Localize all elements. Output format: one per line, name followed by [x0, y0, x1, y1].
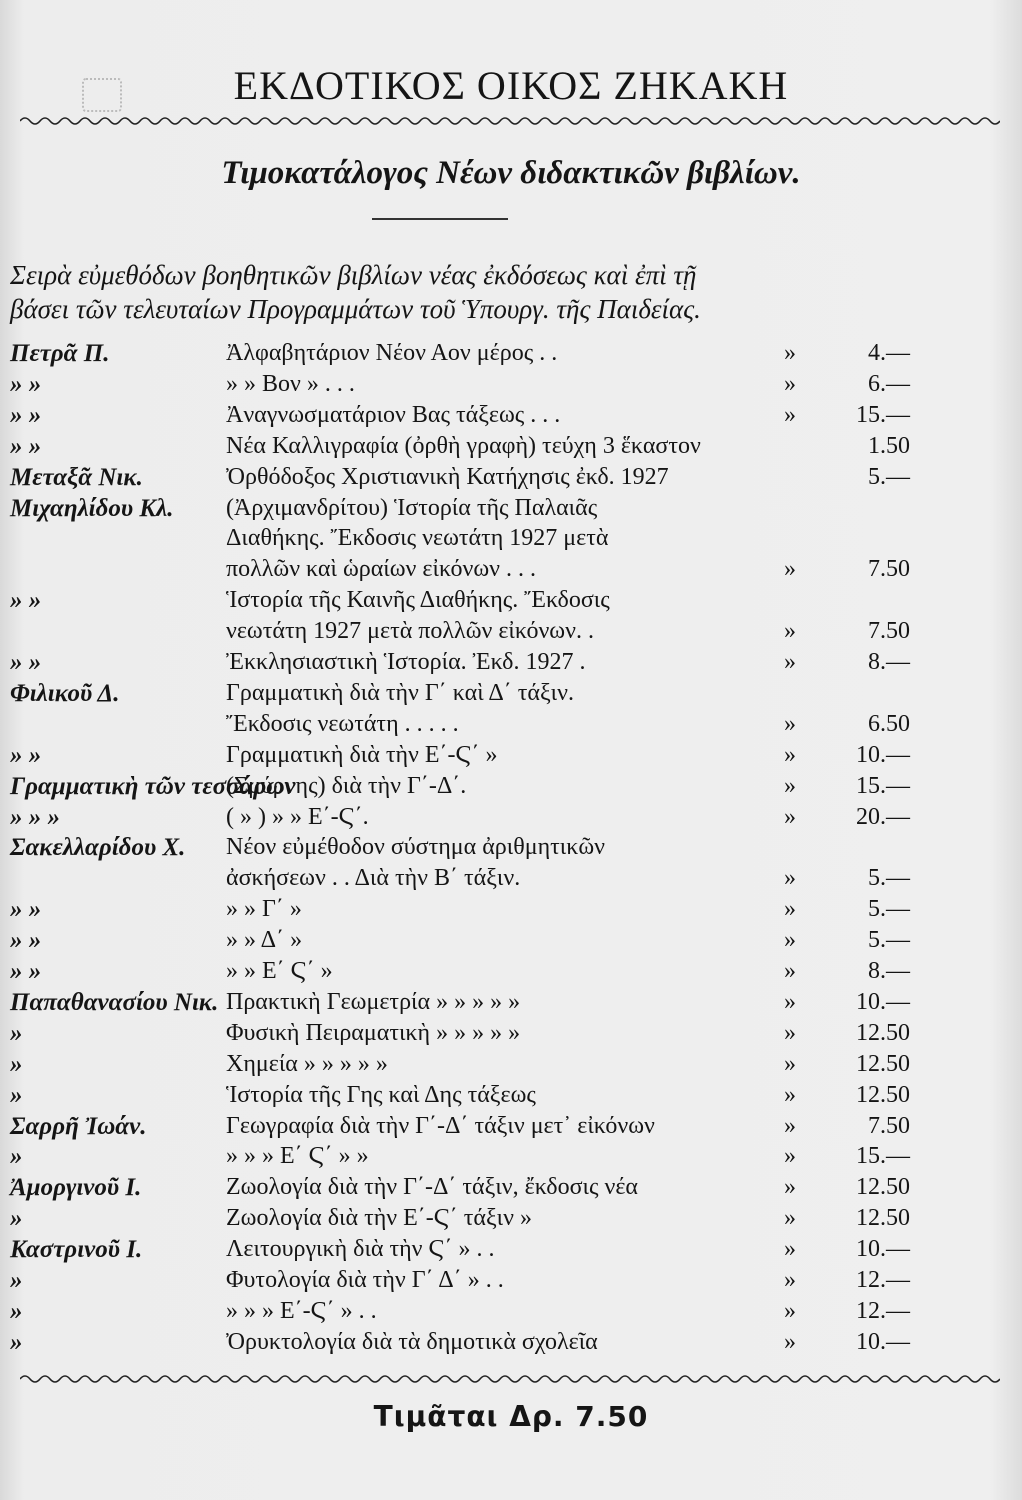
author: Πετρᾶ Π.: [10, 340, 110, 367]
book-title: Γεωγραφία διὰ τὴν Γ΄-Δ΄ τάξιν μετ᾽ εἰκόνων: [226, 1113, 655, 1139]
ditto-mark: »: [784, 618, 796, 644]
author: » »: [10, 433, 42, 460]
author: »: [10, 1020, 23, 1047]
list-item: [0, 618, 1022, 650]
author: » » »: [10, 804, 60, 831]
author: »: [10, 1051, 23, 1078]
author: » »: [10, 649, 42, 676]
ditto-mark: »: [784, 896, 796, 922]
author: Καστρινοῦ Ι.: [10, 1236, 143, 1263]
price: 12.—: [856, 1298, 910, 1324]
list-item: [0, 804, 1022, 836]
book-title: Πρακτικὴ Γεωμετρία » » » » »: [226, 989, 521, 1015]
book-title: Λειτουργικὴ διὰ τὴν Ϛ΄ » . .: [226, 1236, 495, 1262]
book-title: » » Βον » . . .: [226, 371, 355, 397]
author: »: [10, 1329, 23, 1356]
price: 15.—: [856, 1143, 910, 1169]
list-item: [0, 340, 1022, 372]
author: Σαρρῆ Ἰωάν.: [10, 1113, 147, 1140]
price: 4.—: [868, 340, 910, 366]
list-item: [0, 1143, 1022, 1175]
ditto-mark: »: [784, 1051, 796, 1077]
author: Φιλικοῦ Δ.: [10, 680, 120, 707]
ditto-mark: »: [784, 711, 796, 737]
ditto-mark: »: [784, 402, 796, 428]
price: 7.50: [868, 556, 910, 582]
ditto-mark: »: [784, 958, 796, 984]
list-item: [0, 773, 1022, 805]
ditto-mark: »: [784, 927, 796, 953]
author: »: [10, 1205, 23, 1232]
book-title: Ἐκκλησιαστικὴ Ἱστορία. Ἐκδ. 1927 .: [226, 649, 586, 675]
price: 20.—: [856, 804, 910, 830]
book-title: Διαθήκης. Ἔκδοσις νεωτάτη 1927 μετὰ: [226, 525, 609, 551]
ditto-mark: »: [784, 1143, 796, 1169]
ditto-mark: »: [784, 1236, 796, 1262]
list-item: [0, 1236, 1022, 1268]
price: 10.—: [856, 989, 910, 1015]
ditto-mark: »: [784, 1267, 796, 1293]
book-title: » » Γ΄ »: [226, 896, 302, 922]
author: » »: [10, 402, 42, 429]
author: Μεταξᾶ Νικ.: [10, 464, 143, 491]
wavy-rule-top: [20, 114, 1000, 128]
book-title: ἀσκήσεων . . Διὰ τὴν Β΄ τάξιν.: [226, 865, 521, 891]
author: Γραμματικὴ τῶν τεσσάρων: [10, 773, 296, 800]
list-item: [0, 989, 1022, 1021]
ditto-mark: »: [784, 1020, 796, 1046]
author: » »: [10, 587, 42, 614]
list-item: [0, 711, 1022, 743]
book-title: Ἔκδοσις νεωτάτη . . . . .: [226, 711, 459, 737]
ditto-mark: »: [784, 1113, 796, 1139]
book-title: Ζωολογία διὰ τὴν Ε΄-Ϛ΄ τάξιν »: [226, 1205, 532, 1231]
list-item: [0, 433, 1022, 465]
ditto-mark: »: [784, 1082, 796, 1108]
author: » »: [10, 371, 42, 398]
price: 15.—: [856, 402, 910, 428]
list-item: [0, 680, 1022, 712]
list-item: [0, 402, 1022, 434]
book-title: Γραμματικὴ διὰ τὴν Ε΄-Ϛ΄ »: [226, 742, 498, 768]
author: » »: [10, 958, 42, 985]
author: » »: [10, 927, 42, 954]
ditto-mark: »: [784, 1174, 796, 1200]
author: Ἀμοργινοῦ Ι.: [10, 1174, 142, 1201]
list-item: [0, 371, 1022, 403]
list-item: [0, 1174, 1022, 1206]
book-title: Ἱστορία τῆς Γης καὶ Δης τάξεως: [226, 1082, 536, 1108]
book-title: ( » ) » » Ε΄-Ϛ΄.: [226, 804, 369, 830]
price: 12.50: [856, 1051, 910, 1077]
author: » »: [10, 742, 42, 769]
book-title: Ὀρυκτολογία διὰ τὰ δημοτικὰ σχολεῖα: [226, 1329, 598, 1355]
list-item: [0, 1051, 1022, 1083]
book-title: Νέον εὐμέθοδον σύστημα ἀριθμητικῶν: [226, 834, 605, 860]
author: »: [10, 1082, 23, 1109]
book-title: » » Ε΄ Ϛ΄ »: [226, 958, 333, 984]
price: 6.50: [868, 711, 910, 737]
price: 12.50: [856, 1205, 910, 1231]
list-item: [0, 556, 1022, 588]
list-item: [0, 834, 1022, 866]
book-title: Ἀλφαβητάριον Νέον Αον μέρος . .: [226, 340, 558, 366]
list-item: [0, 896, 1022, 928]
book-title: » » » Ε΄ Ϛ΄ » »: [226, 1143, 369, 1169]
list-item: [0, 1113, 1022, 1145]
ditto-mark: »: [784, 1329, 796, 1355]
book-title: (Ἀρχιμανδρίτου) Ἱστορία τῆς Παλαιᾶς: [226, 495, 598, 521]
ditto-mark: »: [784, 865, 796, 891]
book-title: Χημεία » » » » »: [226, 1051, 388, 1077]
ditto-mark: »: [784, 804, 796, 830]
price: 12.50: [856, 1082, 910, 1108]
price: 5.—: [868, 896, 910, 922]
price: 10.—: [856, 1329, 910, 1355]
price: 8.—: [868, 958, 910, 984]
price: 10.—: [856, 742, 910, 768]
book-title: Ἱστορία τῆς Καινῆς Διαθήκης. Ἔκδοσις: [226, 587, 610, 613]
list-item: [0, 649, 1022, 681]
list-item: [0, 1267, 1022, 1299]
author: »: [10, 1267, 23, 1294]
author: Παπαθανασίου Νικ.: [10, 989, 219, 1016]
price: 15.—: [856, 773, 910, 799]
price: 10.—: [856, 1236, 910, 1262]
sale-price: Τιμᾶται Δρ. 7.50: [373, 1400, 649, 1433]
book-title: Γραμματικὴ διὰ τὴν Γ΄ καὶ Δ΄ τάξιν.: [226, 680, 574, 706]
price: 12.50: [856, 1020, 910, 1046]
author: »: [10, 1298, 23, 1325]
price: 12.50: [856, 1174, 910, 1200]
ditto-mark: »: [784, 1298, 796, 1324]
ditto-mark: »: [784, 989, 796, 1015]
price: 12.—: [856, 1267, 910, 1293]
author: » »: [10, 896, 42, 923]
list-item: [0, 742, 1022, 774]
list-item: [0, 865, 1022, 897]
author: Μιχαηλίδου Κλ.: [10, 495, 174, 522]
author: Σακελλαρίδου Χ.: [10, 834, 186, 861]
list-item: [0, 1020, 1022, 1052]
ditto-mark: »: [784, 556, 796, 582]
ditto-mark: »: [784, 371, 796, 397]
price: 6.—: [868, 371, 910, 397]
price: 7.50: [868, 1113, 910, 1139]
intro-line-2: βάσει τῶν τελευταίων Προγραμμάτων τοῦ Ὑπουργ. τῆς Παιδείας.: [10, 294, 701, 324]
catalog-title: Τιμοκατάλογος Νέων διδακτικῶν βιβλίων.: [221, 155, 801, 191]
list-item: [0, 927, 1022, 959]
list-item: [0, 1329, 1022, 1361]
list-item: [0, 464, 1022, 496]
book-title: Ἀναγνωσματάριον Βας τάξεως . . .: [226, 402, 561, 428]
ditto-mark: »: [784, 340, 796, 366]
author: »: [10, 1143, 23, 1170]
book-title: » » » Ε΄-Ϛ΄ » . .: [226, 1298, 377, 1324]
price: 5.—: [868, 865, 910, 891]
list-item: [0, 1205, 1022, 1237]
book-title: Ζωολογία διὰ τὴν Γ΄-Δ΄ τάξιν, ἔκδοσις νέα: [226, 1174, 638, 1200]
book-title: Φυσικὴ Πειραματικὴ » » » » »: [226, 1020, 521, 1046]
title-divider: [372, 218, 508, 220]
book-title: Φυτολογία διὰ τὴν Γ΄ Δ΄ » . .: [226, 1267, 504, 1293]
price: 8.—: [868, 649, 910, 675]
list-item: [0, 587, 1022, 619]
list-item: [0, 958, 1022, 990]
list-item: [0, 1082, 1022, 1114]
list-item: [0, 1298, 1022, 1330]
book-title: (Σμύρνης) διὰ τὴν Γ΄-Δ΄.: [226, 773, 467, 799]
wavy-rule-bottom: [20, 1372, 1000, 1386]
book-title: πολλῶν καὶ ὡραίων εἰκόνων . . .: [226, 556, 537, 582]
book-title: Νέα Καλλιγραφία (ὀρθὴ γραφὴ) τεύχη 3 ἕκαστον: [226, 433, 701, 459]
book-title: Ὀρθόδοξος Χριστιανικὴ Κατήχησις ἐκδ. 1927: [226, 464, 669, 490]
ditto-mark: »: [784, 649, 796, 675]
ditto-mark: »: [784, 773, 796, 799]
book-title: » » Δ΄ »: [226, 927, 303, 953]
ditto-mark: »: [784, 742, 796, 768]
publisher-header: ΕΚΔΟΤΙΚΟΣ ΟΙΚΟΣ ΖΗΚΑΚΗ: [233, 63, 789, 108]
list-item: [0, 525, 1022, 557]
price: 7.50: [868, 618, 910, 644]
book-title: νεωτάτη 1927 μετὰ πολλῶν εἰκόνων. .: [226, 618, 594, 644]
price: 5.—: [868, 927, 910, 953]
price: 5.—: [868, 464, 910, 490]
ditto-mark: »: [784, 1205, 796, 1231]
list-item: [0, 495, 1022, 527]
intro-line-1: Σειρὰ εὐμεθόδων βοηθητικῶν βιβλίων νέας ἐκδόσεως καὶ ἐπὶ τῇ: [10, 260, 697, 290]
price: 1.50: [868, 433, 910, 459]
